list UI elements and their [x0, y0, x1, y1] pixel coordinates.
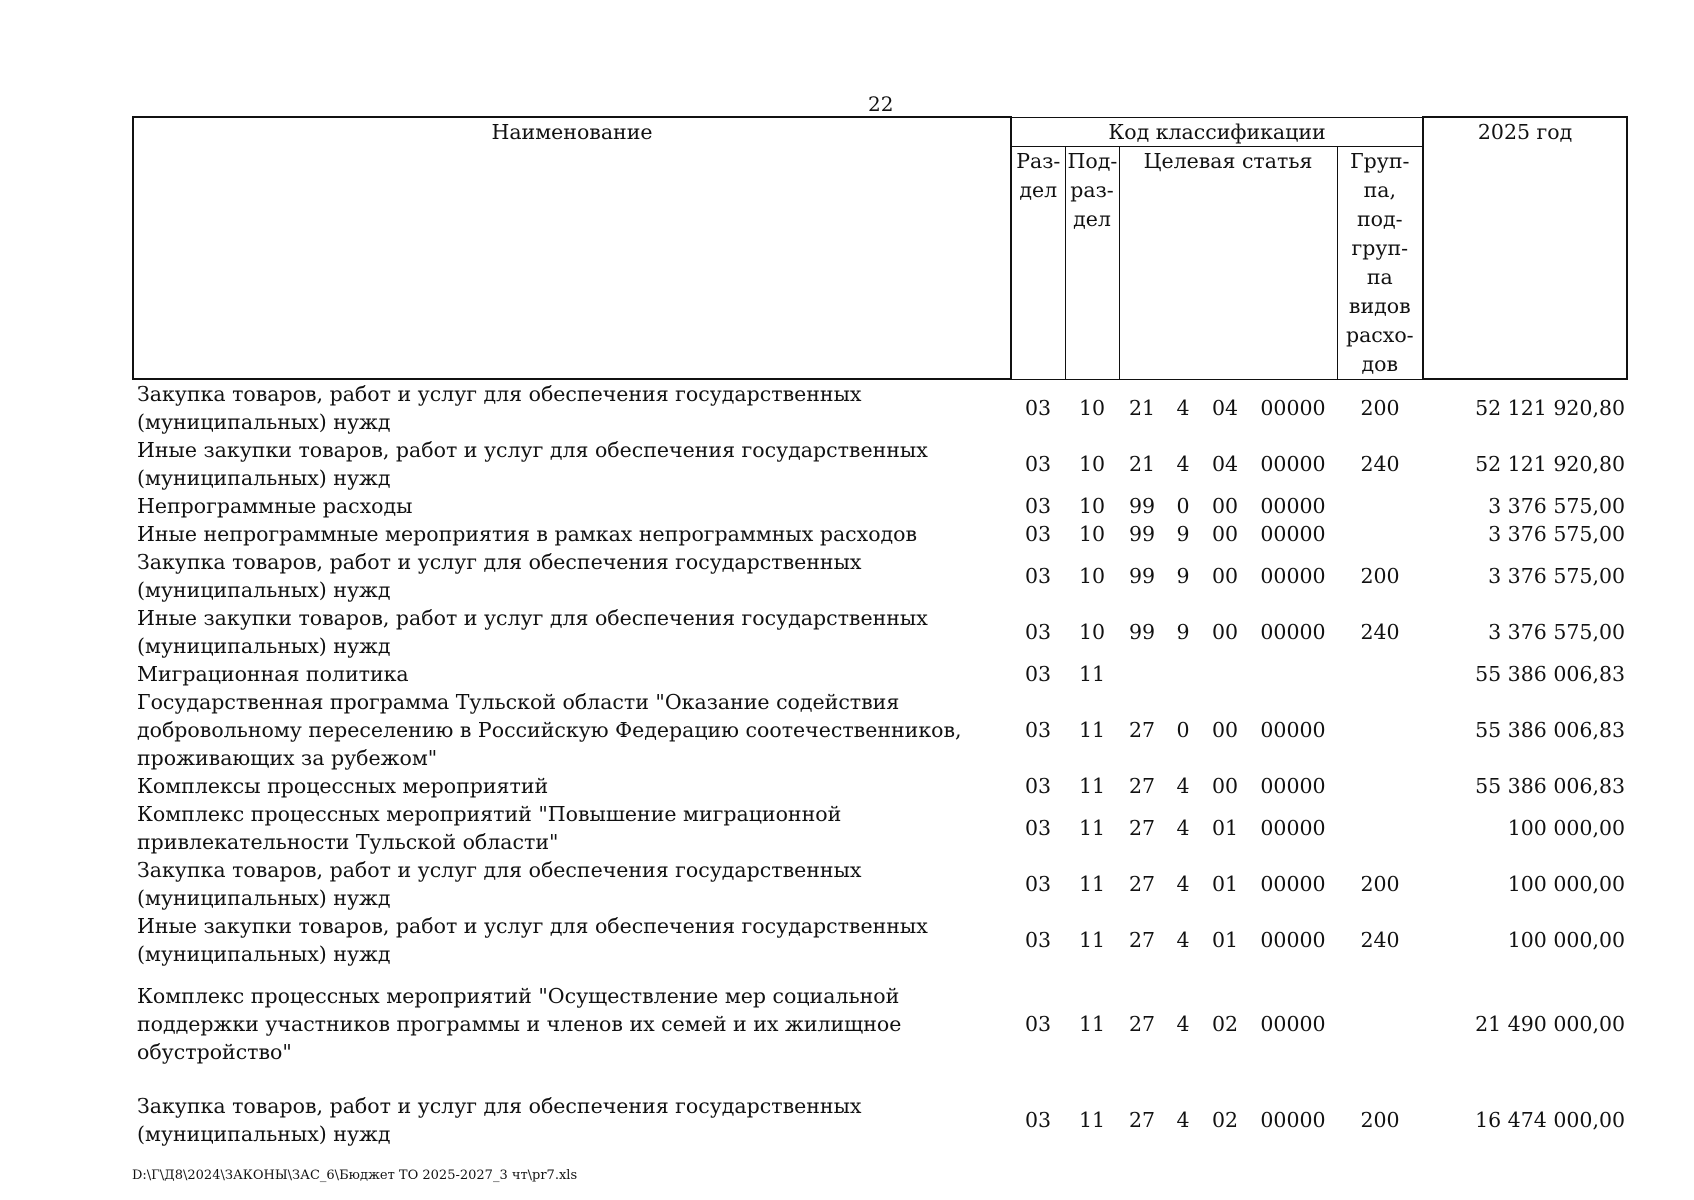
budget-table	[132, 116, 1628, 1160]
cell-name: Комплекс процессных мероприятий "Повышение миграционной привлекательности Тульской области"	[137, 802, 842, 854]
cell-name: Миграционная политика	[137, 662, 409, 686]
cell-razdel: 03	[1024, 620, 1052, 644]
cell-amount: 52 121 920,80	[1475, 396, 1626, 420]
cell-target-program: 99	[1128, 564, 1156, 588]
cell-razdel: 03	[1024, 494, 1052, 518]
cell-expense-group	[1337, 688, 1423, 772]
cell-target-subprogram: 00	[1211, 774, 1239, 798]
cell-podrazdel: 11	[1078, 1012, 1106, 1036]
cell-target-program: 27	[1128, 1012, 1156, 1036]
cell-target-type: 4	[1176, 1108, 1190, 1132]
cell-target-type: 9	[1176, 522, 1190, 546]
cell-target-subprogram: 01	[1211, 816, 1239, 840]
cell-amount: 55 386 006,83	[1475, 718, 1626, 742]
cell-target-program: 99	[1128, 620, 1156, 644]
table-row	[133, 800, 1627, 856]
cell-target-type: 4	[1176, 395, 1190, 420]
cell-podrazdel: 10	[1078, 564, 1106, 588]
page-number: 22	[868, 92, 894, 116]
cell-razdel: 03	[1024, 662, 1052, 686]
cell-target-program: 99	[1128, 522, 1156, 546]
cell-target-direction: 00000	[1260, 564, 1326, 588]
cell-expense-group: 240	[1360, 620, 1400, 644]
table-row	[133, 604, 1627, 660]
cell-razdel: 03	[1024, 395, 1052, 420]
cell-expense-group	[1337, 800, 1423, 856]
table-row	[133, 912, 1627, 968]
table-row	[133, 436, 1627, 492]
cell-podrazdel: 10	[1078, 395, 1106, 420]
cell-target-type: 4	[1176, 816, 1190, 840]
cell-amount: 55 386 006,83	[1475, 774, 1626, 798]
cell-target-program: 27	[1128, 718, 1156, 742]
cell-name: Иные закупки товаров, работ и услуг для обеспечения государственных (муниципальных) нужд	[137, 606, 928, 658]
cell-amount: 100 000,00	[1507, 872, 1626, 896]
table-row	[133, 688, 1627, 772]
cell-podrazdel: 11	[1078, 872, 1106, 896]
cell-target-direction: 00000	[1260, 872, 1326, 896]
cell-target-direction: 00000	[1260, 816, 1326, 840]
cell-target-direction: 00000	[1260, 395, 1326, 420]
footer-file-path: D:\Г\Д8\2024\ЗАКОНЫ\ЗАС_6\Бюджет ТО 2025-2027_3 чт\pr7.xls	[132, 1168, 578, 1183]
cell-expense-group: 240	[1360, 928, 1400, 952]
cell-expense-group: 200	[1360, 395, 1400, 420]
cell-amount: 3 376 575,00	[1488, 494, 1626, 518]
cell-target-direction: 00000	[1260, 494, 1326, 518]
cell-razdel: 03	[1024, 1108, 1052, 1132]
cell-amount: 55 386 006,83	[1475, 662, 1626, 686]
cell-expense-group	[1337, 968, 1423, 1078]
cell-target-subprogram: 01	[1211, 872, 1239, 896]
cell-razdel: 03	[1024, 718, 1052, 742]
table-row	[133, 548, 1627, 604]
cell-target-type: 9	[1176, 564, 1190, 588]
cell-target-direction: 00000	[1260, 452, 1326, 476]
cell-podrazdel: 10	[1078, 494, 1106, 518]
cell-expense-group	[1337, 492, 1423, 520]
cell-podrazdel: 11	[1078, 816, 1106, 840]
cell-target-direction: 00000	[1260, 718, 1326, 742]
cell-expense-group	[1337, 660, 1423, 688]
table-row	[133, 968, 1627, 1078]
cell-razdel: 03	[1024, 1012, 1052, 1036]
header-podrazdel: Под- раз- дел	[1065, 146, 1119, 379]
cell-target-subprogram: 00	[1211, 494, 1239, 518]
cell-target-program: 21	[1128, 452, 1156, 476]
cell-name: Закупка товаров, работ и услуг для обеспечения государственных (муниципальных) нужд	[137, 382, 862, 434]
cell-target-direction: 00000	[1260, 620, 1326, 644]
cell-razdel: 03	[1024, 928, 1052, 952]
cell-expense-group	[1337, 772, 1423, 800]
cell-target-subprogram: 00	[1211, 718, 1239, 742]
cell-target-direction: 00000	[1260, 522, 1326, 546]
cell-target-program: 27	[1128, 774, 1156, 798]
cell-razdel: 03	[1024, 872, 1052, 896]
table-row	[133, 856, 1627, 912]
cell-razdel: 03	[1024, 816, 1052, 840]
table-row	[133, 379, 1627, 436]
cell-target-direction: 00000	[1260, 774, 1326, 798]
cell-razdel: 03	[1024, 452, 1052, 476]
cell-target-subprogram: 00	[1211, 564, 1239, 588]
cell-podrazdel: 10	[1078, 620, 1106, 644]
cell-name: Иные закупки товаров, работ и услуг для обеспечения государственных (муниципальных) нужд	[137, 438, 928, 490]
cell-target-subprogram: 04	[1211, 452, 1239, 476]
header-name: Наименование	[133, 117, 1011, 379]
cell-podrazdel: 10	[1078, 522, 1106, 546]
cell-amount: 16 474 000,00	[1475, 1108, 1626, 1132]
cell-target-subprogram: 00	[1211, 620, 1239, 644]
cell-name: Непрограммные расходы	[137, 494, 413, 518]
cell-expense-group: 200	[1360, 564, 1400, 588]
cell-target-direction: 00000	[1260, 1012, 1326, 1036]
cell-podrazdel: 11	[1078, 718, 1106, 742]
table-row	[133, 1078, 1627, 1160]
cell-target-program: 27	[1128, 872, 1156, 896]
cell-podrazdel: 11	[1078, 662, 1106, 686]
header-razdel: Раз- дел	[1011, 146, 1065, 379]
cell-target-type: 4	[1176, 452, 1190, 476]
cell-target-type: 4	[1176, 928, 1190, 952]
cell-target-program: 27	[1128, 816, 1156, 840]
cell-target-direction: 00000	[1260, 928, 1326, 952]
cell-razdel: 03	[1024, 774, 1052, 798]
cell-target-type: 4	[1176, 774, 1190, 798]
cell-expense-group: 200	[1360, 1108, 1400, 1132]
cell-target-type: 0	[1176, 494, 1190, 518]
table-row	[133, 772, 1627, 800]
cell-razdel: 03	[1024, 564, 1052, 588]
cell-razdel: 03	[1024, 522, 1052, 546]
cell-amount: 3 376 575,00	[1488, 522, 1626, 546]
cell-target-type: 4	[1176, 872, 1190, 896]
table-row	[133, 492, 1627, 520]
cell-name: Иные непрограммные мероприятия в рамках непрограммных расходов	[137, 522, 918, 546]
cell-amount: 21 490 000,00	[1475, 1012, 1626, 1036]
table-row	[133, 660, 1627, 688]
cell-podrazdel: 11	[1078, 1108, 1106, 1132]
cell-target-program: 21	[1128, 395, 1156, 420]
header-classification: Код классификации	[1011, 117, 1423, 146]
cell-expense-group: 240	[1360, 452, 1400, 476]
cell-target-subprogram: 02	[1211, 1108, 1239, 1132]
cell-target-program: 99	[1128, 494, 1156, 518]
cell-target-subprogram	[1201, 660, 1249, 688]
cell-amount: 100 000,00	[1507, 928, 1626, 952]
cell-name: Иные закупки товаров, работ и услуг для обеспечения государственных (муниципальных) нужд	[137, 914, 928, 966]
cell-amount: 52 121 920,80	[1475, 452, 1626, 476]
cell-target-direction: 00000	[1260, 1108, 1326, 1132]
cell-target-subprogram: 02	[1211, 1012, 1239, 1036]
cell-podrazdel: 10	[1078, 452, 1106, 476]
cell-target-type: 4	[1176, 1012, 1190, 1036]
cell-target-subprogram: 00	[1211, 522, 1239, 546]
cell-target-direction	[1249, 660, 1337, 688]
cell-target-program: 27	[1128, 1108, 1156, 1132]
cell-target-type	[1165, 660, 1201, 688]
cell-expense-group	[1337, 520, 1423, 548]
header-target-article: Целевая статья	[1119, 146, 1337, 379]
cell-target-program	[1119, 660, 1165, 688]
cell-target-type: 0	[1176, 718, 1190, 742]
table-row	[133, 520, 1627, 548]
cell-name: Закупка товаров, работ и услуг для обеспечения государственных (муниципальных) нужд	[137, 858, 862, 910]
header-group: Груп- па, под- груп- па видов расхо- дов	[1337, 146, 1423, 379]
table-header	[133, 117, 1627, 379]
cell-amount: 3 376 575,00	[1488, 564, 1626, 588]
table-body	[133, 379, 1627, 1160]
cell-name: Закупка товаров, работ и услуг для обеспечения государственных (муниципальных) нужд	[137, 1094, 862, 1146]
cell-target-type: 9	[1176, 620, 1190, 644]
cell-name: Комплексы процессных мероприятий	[137, 774, 549, 798]
cell-podrazdel: 11	[1078, 928, 1106, 952]
cell-target-subprogram: 04	[1211, 395, 1239, 420]
cell-expense-group: 200	[1360, 872, 1400, 896]
cell-podrazdel: 11	[1078, 774, 1106, 798]
cell-amount: 100 000,00	[1507, 816, 1626, 840]
cell-name: Государственная программа Тульской области "Оказание содействия добровольному переселению в Российскую Федерацию соотечественников, проживающих за рубежом"	[137, 690, 962, 770]
header-year: 2025 год	[1423, 117, 1627, 379]
cell-name: Закупка товаров, работ и услуг для обеспечения государственных (муниципальных) нужд	[137, 550, 862, 602]
cell-amount: 3 376 575,00	[1488, 620, 1626, 644]
cell-name: Комплекс процессных мероприятий "Осуществление мер социальной поддержки участников программы и членов их семей и их жилищное обустройство"	[137, 984, 902, 1064]
cell-target-subprogram: 01	[1211, 928, 1239, 952]
cell-target-program: 27	[1128, 928, 1156, 952]
